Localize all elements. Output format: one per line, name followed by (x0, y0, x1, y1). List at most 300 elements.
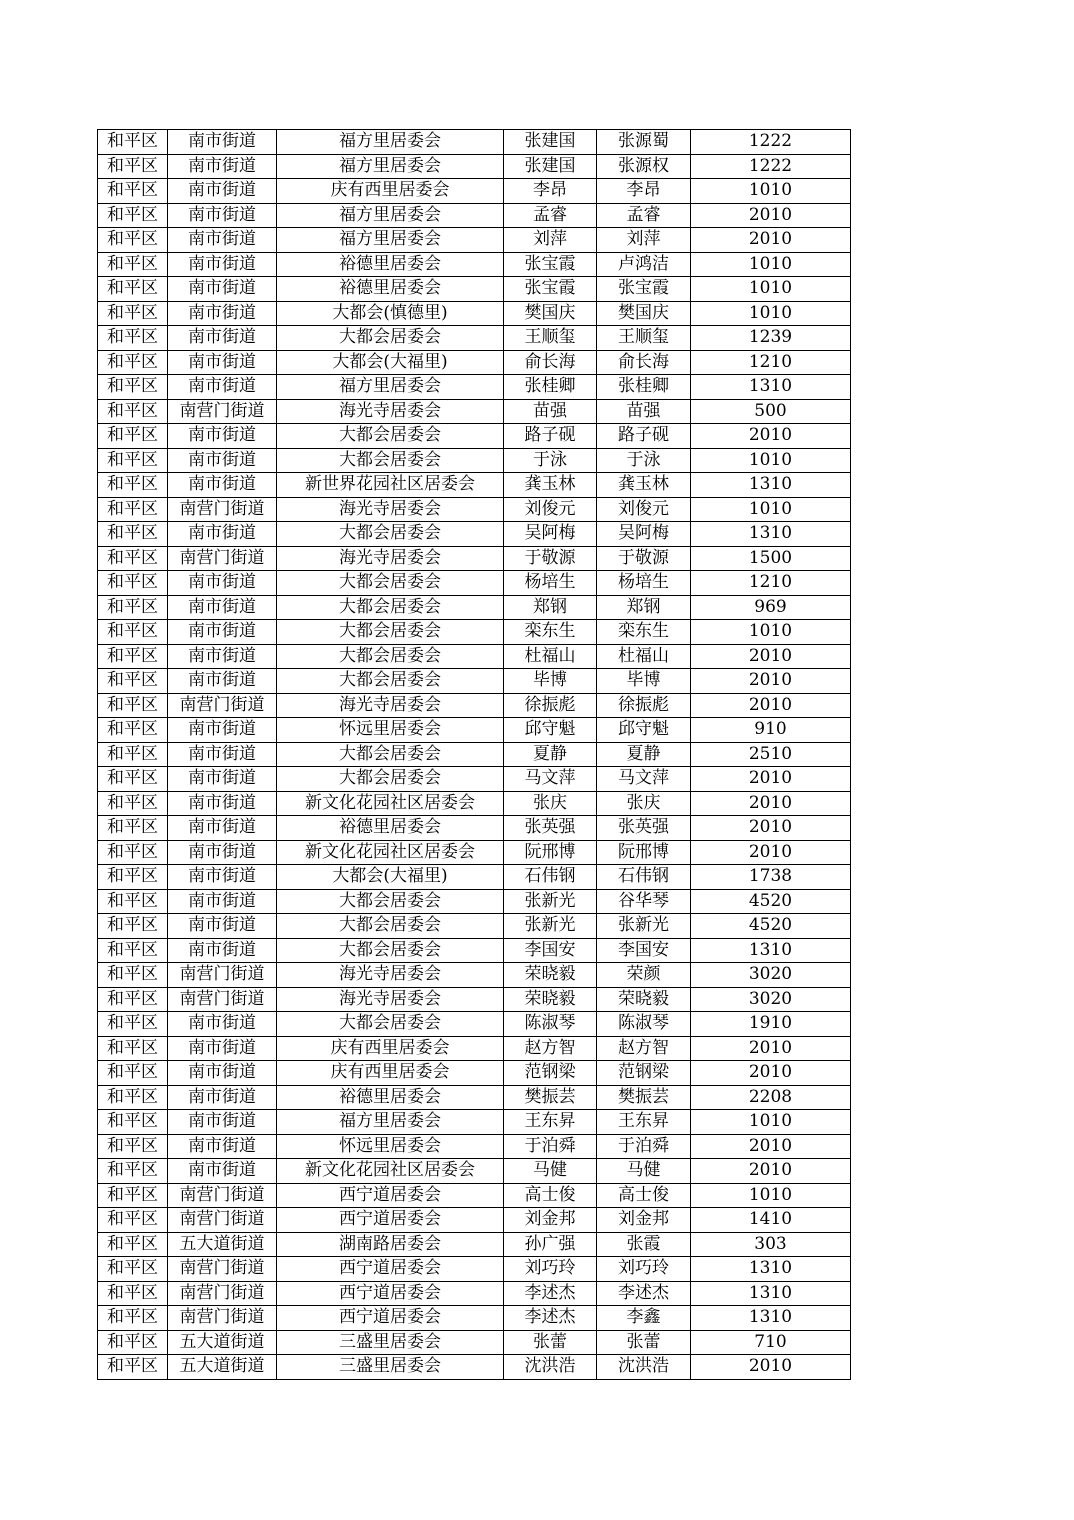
applicant-cell: 樊国庆 (504, 301, 597, 326)
community-cell: 福方里居委会 (277, 1110, 504, 1135)
table-row (98, 1281, 851, 1306)
district-cell: 和平区 (98, 1355, 168, 1380)
amount-cell: 1310 (691, 1306, 851, 1331)
street-cell: 南营门街道 (168, 1281, 277, 1306)
street-cell: 五大道街道 (168, 1355, 277, 1380)
applicant-cell: 张桂卿 (504, 375, 597, 400)
street-cell: 南市街道 (168, 375, 277, 400)
street-cell: 南市街道 (168, 865, 277, 890)
street-cell: 南市街道 (168, 326, 277, 351)
district-cell: 和平区 (98, 1208, 168, 1233)
amount-cell: 2010 (691, 1036, 851, 1061)
recipient-cell: 樊国庆 (597, 301, 691, 326)
community-cell: 新世界花园社区居委会 (277, 473, 504, 498)
district-cell: 和平区 (98, 350, 168, 375)
table-row (98, 1330, 851, 1355)
applicant-cell: 李述杰 (504, 1281, 597, 1306)
table-row (98, 473, 851, 498)
recipient-cell: 王顺玺 (597, 326, 691, 351)
recipient-cell: 龚玉林 (597, 473, 691, 498)
community-cell: 大都会居委会 (277, 522, 504, 547)
applicant-cell: 杜福山 (504, 644, 597, 669)
district-cell: 和平区 (98, 1306, 168, 1331)
recipient-cell: 卢鸿洁 (597, 252, 691, 277)
amount-cell: 2010 (691, 840, 851, 865)
amount-cell: 1010 (691, 620, 851, 645)
recipient-cell: 刘萍 (597, 228, 691, 253)
community-cell: 大都会居委会 (277, 1012, 504, 1037)
table-row (98, 1085, 851, 1110)
community-cell: 大都会居委会 (277, 767, 504, 792)
amount-cell: 1010 (691, 497, 851, 522)
recipient-cell: 荣颜 (597, 963, 691, 988)
community-cell: 大都会居委会 (277, 938, 504, 963)
applicant-cell: 李昂 (504, 179, 597, 204)
table-row (98, 1134, 851, 1159)
district-cell: 和平区 (98, 914, 168, 939)
applicant-cell: 毕博 (504, 669, 597, 694)
amount-cell: 2010 (691, 1134, 851, 1159)
community-cell: 福方里居委会 (277, 375, 504, 400)
amount-cell: 1010 (691, 448, 851, 473)
recipient-cell: 俞长海 (597, 350, 691, 375)
amount-cell: 910 (691, 718, 851, 743)
district-cell: 和平区 (98, 938, 168, 963)
street-cell: 五大道街道 (168, 1232, 277, 1257)
amount-cell: 2010 (691, 669, 851, 694)
district-cell: 和平区 (98, 277, 168, 302)
applicant-cell: 赵方智 (504, 1036, 597, 1061)
applicant-cell: 徐振彪 (504, 693, 597, 718)
amount-cell: 2010 (691, 791, 851, 816)
table-row (98, 546, 851, 571)
community-cell: 裕德里居委会 (277, 277, 504, 302)
table-row (98, 669, 851, 694)
amount-cell: 1010 (691, 301, 851, 326)
table-row (98, 1355, 851, 1380)
table-row (98, 914, 851, 939)
street-cell: 南市街道 (168, 669, 277, 694)
community-cell: 大都会居委会 (277, 889, 504, 914)
amount-cell: 2208 (691, 1085, 851, 1110)
street-cell: 南市街道 (168, 252, 277, 277)
applicant-cell: 张庆 (504, 791, 597, 816)
street-cell: 南营门街道 (168, 1306, 277, 1331)
district-cell: 和平区 (98, 154, 168, 179)
amount-cell: 2010 (691, 693, 851, 718)
community-cell: 大都会居委会 (277, 669, 504, 694)
community-cell: 大都会(大福里) (277, 865, 504, 890)
recipient-cell: 毕博 (597, 669, 691, 694)
applicant-cell: 邱守魁 (504, 718, 597, 743)
district-cell: 和平区 (98, 1257, 168, 1282)
street-cell: 南营门街道 (168, 1208, 277, 1233)
community-cell: 大都会(慎德里) (277, 301, 504, 326)
recipient-cell: 于敬源 (597, 546, 691, 571)
district-cell: 和平区 (98, 1085, 168, 1110)
table-row (98, 179, 851, 204)
street-cell: 南市街道 (168, 424, 277, 449)
table-row (98, 301, 851, 326)
table-row (98, 718, 851, 743)
street-cell: 南市街道 (168, 742, 277, 767)
table-row (98, 448, 851, 473)
district-cell: 和平区 (98, 865, 168, 890)
recipient-cell: 刘巧玲 (597, 1257, 691, 1282)
district-cell: 和平区 (98, 1134, 168, 1159)
table-row (98, 693, 851, 718)
applicant-cell: 阮邢博 (504, 840, 597, 865)
applicant-cell: 张宝霞 (504, 277, 597, 302)
district-cell: 和平区 (98, 203, 168, 228)
amount-cell: 1310 (691, 473, 851, 498)
street-cell: 南市街道 (168, 522, 277, 547)
district-cell: 和平区 (98, 375, 168, 400)
community-cell: 怀远里居委会 (277, 1134, 504, 1159)
table-row (98, 1061, 851, 1086)
table-row (98, 620, 851, 645)
amount-cell: 2010 (691, 644, 851, 669)
community-cell: 庆有西里居委会 (277, 1036, 504, 1061)
amount-cell: 2010 (691, 424, 851, 449)
applicant-cell: 张英强 (504, 816, 597, 841)
applicant-cell: 马文萍 (504, 767, 597, 792)
community-cell: 福方里居委会 (277, 228, 504, 253)
applicant-cell: 荣晓毅 (504, 987, 597, 1012)
district-cell: 和平区 (98, 767, 168, 792)
applicant-cell: 荣晓毅 (504, 963, 597, 988)
street-cell: 南市街道 (168, 473, 277, 498)
district-cell: 和平区 (98, 522, 168, 547)
amount-cell: 1222 (691, 130, 851, 155)
street-cell: 南市街道 (168, 1134, 277, 1159)
community-cell: 大都会居委会 (277, 620, 504, 645)
amount-cell: 500 (691, 399, 851, 424)
table-row (98, 742, 851, 767)
table-row (98, 791, 851, 816)
community-cell: 裕德里居委会 (277, 1085, 504, 1110)
district-cell: 和平区 (98, 1061, 168, 1086)
community-cell: 大都会居委会 (277, 742, 504, 767)
street-cell: 南营门街道 (168, 1183, 277, 1208)
street-cell: 南市街道 (168, 228, 277, 253)
applicant-cell: 马健 (504, 1159, 597, 1184)
applicant-cell: 张建国 (504, 130, 597, 155)
recipient-cell: 马文萍 (597, 767, 691, 792)
street-cell: 南市街道 (168, 718, 277, 743)
district-cell: 和平区 (98, 228, 168, 253)
district-cell: 和平区 (98, 473, 168, 498)
community-cell: 新文化花园社区居委会 (277, 1159, 504, 1184)
community-cell: 西宁道居委会 (277, 1281, 504, 1306)
community-cell: 海光寺居委会 (277, 546, 504, 571)
community-cell: 庆有西里居委会 (277, 179, 504, 204)
table-row (98, 767, 851, 792)
amount-cell: 969 (691, 595, 851, 620)
table-row (98, 252, 851, 277)
community-cell: 海光寺居委会 (277, 399, 504, 424)
amount-cell: 2010 (691, 228, 851, 253)
community-cell: 西宁道居委会 (277, 1257, 504, 1282)
street-cell: 南营门街道 (168, 963, 277, 988)
recipient-cell: 张霞 (597, 1232, 691, 1257)
table-row (98, 1159, 851, 1184)
street-cell: 五大道街道 (168, 1330, 277, 1355)
street-cell: 南市街道 (168, 571, 277, 596)
applicant-cell: 刘金邦 (504, 1208, 597, 1233)
district-cell: 和平区 (98, 1012, 168, 1037)
applicant-cell: 石伟钢 (504, 865, 597, 890)
recipient-cell: 谷华琴 (597, 889, 691, 914)
street-cell: 南营门街道 (168, 497, 277, 522)
recipient-cell: 荣晓毅 (597, 987, 691, 1012)
community-cell: 湖南路居委会 (277, 1232, 504, 1257)
community-cell: 庆有西里居委会 (277, 1061, 504, 1086)
district-cell: 和平区 (98, 1110, 168, 1135)
community-cell: 裕德里居委会 (277, 252, 504, 277)
district-cell: 和平区 (98, 448, 168, 473)
district-cell: 和平区 (98, 1232, 168, 1257)
table-row (98, 1232, 851, 1257)
district-cell: 和平区 (98, 1281, 168, 1306)
table-row (98, 350, 851, 375)
recipient-cell: 张新光 (597, 914, 691, 939)
district-cell: 和平区 (98, 1036, 168, 1061)
recipient-cell: 李昂 (597, 179, 691, 204)
district-cell: 和平区 (98, 595, 168, 620)
street-cell: 南市街道 (168, 840, 277, 865)
recipient-cell: 李述杰 (597, 1281, 691, 1306)
applicant-cell: 范钢梁 (504, 1061, 597, 1086)
amount-cell: 1010 (691, 1110, 851, 1135)
street-cell: 南市街道 (168, 914, 277, 939)
street-cell: 南市街道 (168, 644, 277, 669)
amount-cell: 2010 (691, 816, 851, 841)
street-cell: 南市街道 (168, 203, 277, 228)
street-cell: 南市街道 (168, 791, 277, 816)
table-row (98, 130, 851, 155)
table-row (98, 840, 851, 865)
street-cell: 南市街道 (168, 1036, 277, 1061)
district-cell: 和平区 (98, 669, 168, 694)
amount-cell: 1310 (691, 1257, 851, 1282)
applicant-cell: 李述杰 (504, 1306, 597, 1331)
applicant-cell: 夏静 (504, 742, 597, 767)
amount-cell: 1310 (691, 375, 851, 400)
applicant-cell: 苗强 (504, 399, 597, 424)
district-cell: 和平区 (98, 1159, 168, 1184)
recipient-cell: 赵方智 (597, 1036, 691, 1061)
applicant-cell: 吴阿梅 (504, 522, 597, 547)
street-cell: 南营门街道 (168, 546, 277, 571)
amount-cell: 1310 (691, 938, 851, 963)
recipient-cell: 李鑫 (597, 1306, 691, 1331)
district-cell: 和平区 (98, 571, 168, 596)
applicant-cell: 刘俊元 (504, 497, 597, 522)
amount-cell: 3020 (691, 987, 851, 1012)
table-row (98, 154, 851, 179)
table-row (98, 963, 851, 988)
amount-cell: 1500 (691, 546, 851, 571)
amount-cell: 303 (691, 1232, 851, 1257)
applicant-cell: 刘巧玲 (504, 1257, 597, 1282)
amount-cell: 1010 (691, 252, 851, 277)
applicant-cell: 于敬源 (504, 546, 597, 571)
table-row (98, 889, 851, 914)
applicant-cell: 孙广强 (504, 1232, 597, 1257)
amount-cell: 1310 (691, 522, 851, 547)
table-row (98, 1306, 851, 1331)
applicant-cell: 王顺玺 (504, 326, 597, 351)
table-row (98, 987, 851, 1012)
amount-cell: 1738 (691, 865, 851, 890)
recipient-cell: 于泳 (597, 448, 691, 473)
recipient-cell: 张宝霞 (597, 277, 691, 302)
street-cell: 南市街道 (168, 938, 277, 963)
street-cell: 南市街道 (168, 889, 277, 914)
recipient-cell: 刘金邦 (597, 1208, 691, 1233)
recipient-cell: 马健 (597, 1159, 691, 1184)
table-row (98, 1183, 851, 1208)
street-cell: 南市街道 (168, 277, 277, 302)
community-cell: 新文化花园社区居委会 (277, 840, 504, 865)
recipient-cell: 沈洪浩 (597, 1355, 691, 1380)
community-cell: 三盛里居委会 (277, 1355, 504, 1380)
street-cell: 南市街道 (168, 1110, 277, 1135)
district-cell: 和平区 (98, 620, 168, 645)
applicant-cell: 张蕾 (504, 1330, 597, 1355)
district-cell: 和平区 (98, 889, 168, 914)
recipient-cell: 夏静 (597, 742, 691, 767)
recipient-cell: 石伟钢 (597, 865, 691, 890)
recipient-cell: 吴阿梅 (597, 522, 691, 547)
applicant-cell: 张新光 (504, 889, 597, 914)
recipient-cell: 杜福山 (597, 644, 691, 669)
applicant-cell: 路子砚 (504, 424, 597, 449)
table-row (98, 816, 851, 841)
recipient-cell: 郑钢 (597, 595, 691, 620)
community-cell: 大都会居委会 (277, 448, 504, 473)
community-cell: 怀远里居委会 (277, 718, 504, 743)
district-cell: 和平区 (98, 497, 168, 522)
recipient-cell: 樊振芸 (597, 1085, 691, 1110)
amount-cell: 3020 (691, 963, 851, 988)
district-cell: 和平区 (98, 399, 168, 424)
table-row (98, 595, 851, 620)
district-cell: 和平区 (98, 840, 168, 865)
applicant-cell: 于泳 (504, 448, 597, 473)
amount-cell: 2510 (691, 742, 851, 767)
community-cell: 大都会居委会 (277, 424, 504, 449)
amount-cell: 4520 (691, 914, 851, 939)
street-cell: 南营门街道 (168, 987, 277, 1012)
district-cell: 和平区 (98, 424, 168, 449)
community-cell: 大都会居委会 (277, 914, 504, 939)
table-row (98, 326, 851, 351)
street-cell: 南营门街道 (168, 693, 277, 718)
applicant-cell: 张宝霞 (504, 252, 597, 277)
recipient-cell: 杨培生 (597, 571, 691, 596)
community-cell: 海光寺居委会 (277, 963, 504, 988)
amount-cell: 1010 (691, 1183, 851, 1208)
community-cell: 海光寺居委会 (277, 693, 504, 718)
street-cell: 南市街道 (168, 620, 277, 645)
district-cell: 和平区 (98, 179, 168, 204)
recipient-cell: 栾东生 (597, 620, 691, 645)
district-cell: 和平区 (98, 816, 168, 841)
street-cell: 南市街道 (168, 179, 277, 204)
street-cell: 南市街道 (168, 816, 277, 841)
amount-cell: 1010 (691, 277, 851, 302)
street-cell: 南市街道 (168, 767, 277, 792)
table-row (98, 865, 851, 890)
amount-cell: 4520 (691, 889, 851, 914)
table-row (98, 1257, 851, 1282)
applicant-cell: 杨培生 (504, 571, 597, 596)
street-cell: 南营门街道 (168, 399, 277, 424)
amount-cell: 1410 (691, 1208, 851, 1233)
community-cell: 大都会居委会 (277, 595, 504, 620)
applicant-cell: 龚玉林 (504, 473, 597, 498)
table-row (98, 522, 851, 547)
district-cell: 和平区 (98, 1183, 168, 1208)
recipient-cell: 张桂卿 (597, 375, 691, 400)
recipient-cell: 刘俊元 (597, 497, 691, 522)
recipient-cell: 邱守魁 (597, 718, 691, 743)
street-cell: 南市街道 (168, 154, 277, 179)
amount-cell: 710 (691, 1330, 851, 1355)
table-row (98, 1012, 851, 1037)
community-cell: 大都会(大福里) (277, 350, 504, 375)
community-cell: 福方里居委会 (277, 154, 504, 179)
community-cell: 海光寺居委会 (277, 497, 504, 522)
table-row (98, 399, 851, 424)
community-cell: 西宁道居委会 (277, 1208, 504, 1233)
applicant-cell: 陈淑琴 (504, 1012, 597, 1037)
amount-cell: 2010 (691, 767, 851, 792)
table-row (98, 228, 851, 253)
applicant-cell: 张新光 (504, 914, 597, 939)
table-row (98, 1208, 851, 1233)
amount-cell: 2010 (691, 1159, 851, 1184)
street-cell: 南市街道 (168, 448, 277, 473)
district-cell: 和平区 (98, 987, 168, 1012)
recipient-cell: 张源蜀 (597, 130, 691, 155)
recipient-cell: 张蕾 (597, 1330, 691, 1355)
district-cell: 和平区 (98, 1330, 168, 1355)
amount-cell: 1010 (691, 179, 851, 204)
applicant-cell: 樊振芸 (504, 1085, 597, 1110)
district-cell: 和平区 (98, 326, 168, 351)
amount-cell: 1239 (691, 326, 851, 351)
recipient-cell: 范钢梁 (597, 1061, 691, 1086)
street-cell: 南市街道 (168, 130, 277, 155)
table-row (98, 424, 851, 449)
community-cell: 裕德里居委会 (277, 816, 504, 841)
amount-cell: 1310 (691, 1281, 851, 1306)
district-cell: 和平区 (98, 791, 168, 816)
recipient-cell: 徐振彪 (597, 693, 691, 718)
applicant-cell: 刘萍 (504, 228, 597, 253)
street-cell: 南市街道 (168, 1085, 277, 1110)
district-cell: 和平区 (98, 130, 168, 155)
recipient-cell: 李国安 (597, 938, 691, 963)
amount-cell: 1210 (691, 571, 851, 596)
table-row (98, 571, 851, 596)
applicant-cell: 于泊舜 (504, 1134, 597, 1159)
table-row (98, 203, 851, 228)
recipient-cell: 王东昇 (597, 1110, 691, 1135)
